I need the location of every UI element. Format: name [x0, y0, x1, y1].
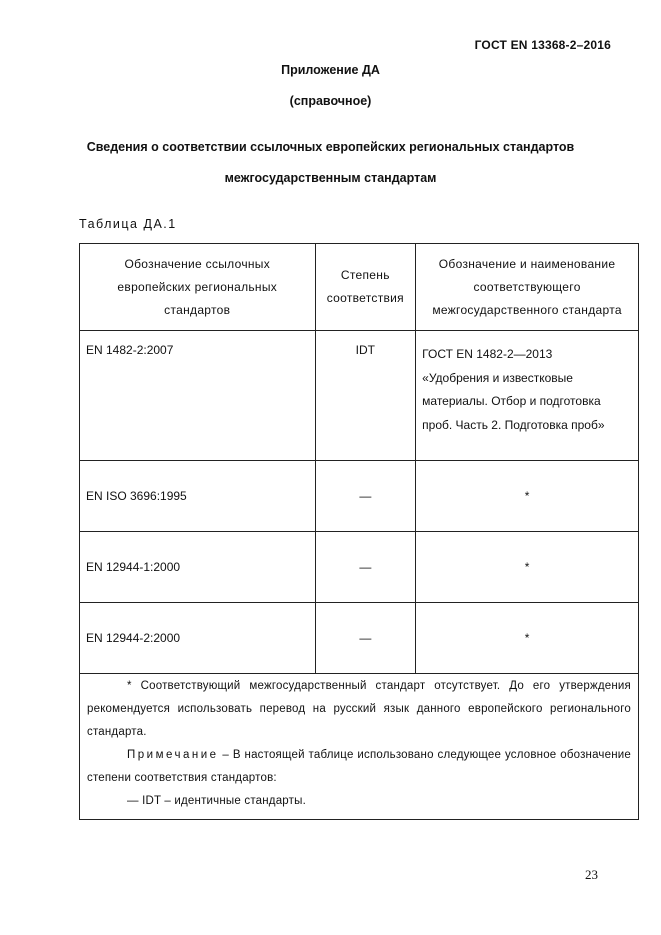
ref-cell: EN ISO 3696:1995 [80, 461, 316, 532]
table-header-row [80, 244, 639, 331]
degree-cell: — [315, 603, 416, 674]
header-gost-standard-label: Обозначение и наименование соответствующего межгосударственного стандарта [432, 256, 622, 317]
gost-cell: * [416, 603, 639, 674]
appendix-title: Приложение ДА [281, 63, 380, 77]
table-row [80, 461, 639, 532]
table-caption: Таблица ДА.1 [79, 217, 177, 231]
degree-cell: — [315, 532, 416, 603]
table-row [80, 331, 639, 461]
gost-cell: * [416, 532, 639, 603]
header-gost-standard [416, 244, 639, 331]
footnote: * Соответствующий межгосударственный стандарт отсутствует. До его утверждения рекомендуется использовать перевод на русский язык данного европейского регионального стандарта. [87, 680, 631, 738]
note-label: Примечание [127, 749, 219, 761]
correspondence-table [79, 243, 639, 820]
appendix-heading-line2: межгосударственным стандартам [224, 171, 437, 185]
ref-cell: EN 12944-2:2000 [80, 603, 316, 674]
document-code: ГОСТ EN 13368-2–2016 [474, 38, 611, 52]
appendix-subtitle: (справочное) [289, 94, 372, 108]
table-notes [80, 674, 639, 820]
table-row [80, 603, 639, 674]
note-text: – В настоящей таблице использовано следующее условное обозначение степени соответствия стандартов: [87, 749, 631, 784]
ref-cell: EN 1482-2:2007 [80, 331, 316, 461]
gost-code: ГОСТ EN 1482-2—2013 [422, 347, 553, 361]
gost-cell [416, 331, 639, 461]
degree-cell: IDT [315, 331, 416, 461]
degree-cell: — [315, 461, 416, 532]
note-item: — IDT – идентичные стандарты. [127, 795, 306, 807]
table-notes-row [80, 674, 639, 820]
header-ref-standard [80, 244, 316, 331]
gost-description: «Удобрения и известковые материалы. Отбор и подготовка проб. Часть 2. Подготовка проб» [422, 370, 605, 432]
page-number: 23 [585, 867, 598, 882]
header-degree [315, 244, 416, 331]
note-paragraph [87, 744, 631, 790]
header-ref-standard-label: Обозначение ссылочных европейских региональных стандартов [117, 256, 278, 317]
table-row [80, 532, 639, 603]
gost-cell: * [416, 461, 639, 532]
ref-cell: EN 12944-1:2000 [80, 532, 316, 603]
header-degree-label: Степень соответствия [326, 268, 404, 305]
appendix-heading-line1: Сведения о соответствии ссылочных европейских региональных стандартов [86, 140, 575, 154]
